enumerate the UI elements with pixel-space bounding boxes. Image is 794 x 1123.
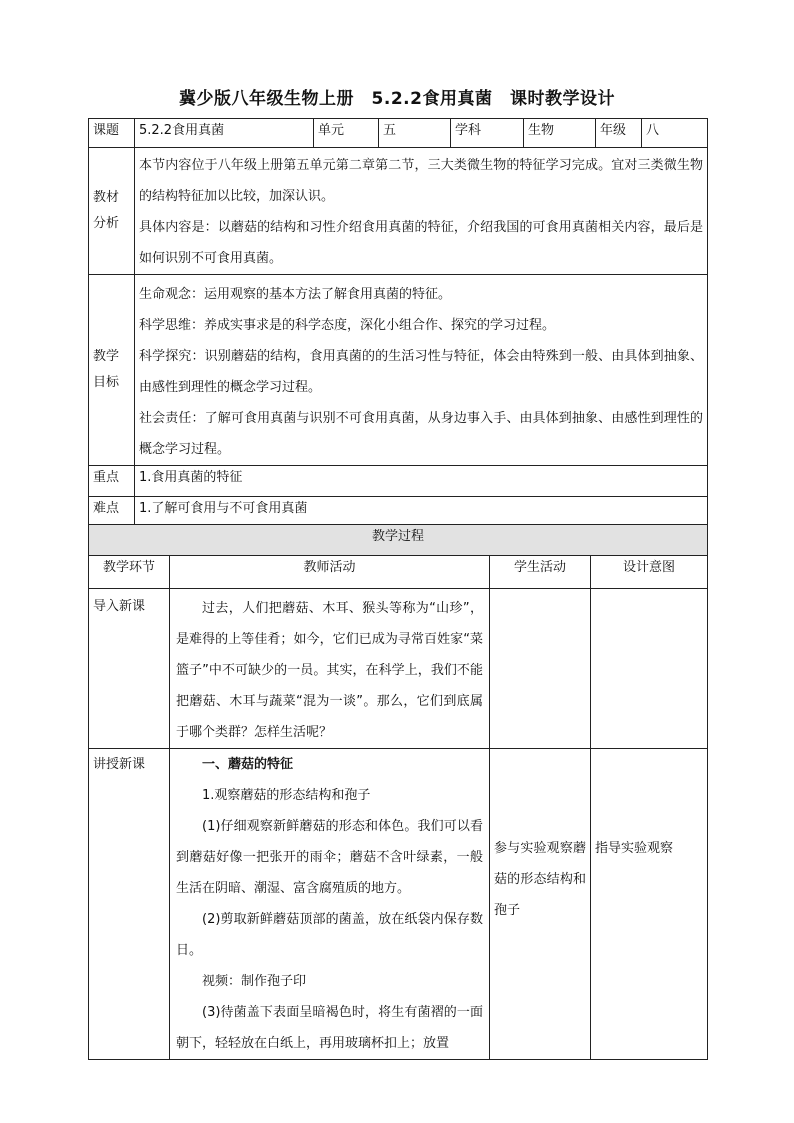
intro-stage: 导入新课	[89, 589, 170, 749]
intro-teacher-text: 过去，人们把蘑菇、木耳、猴头等称为“山珍”，是难得的上等佳肴；如今，它们已成为寻常百姓家“菜篮子”中不可缺少的一员。其实，在科学上，我们不能把蘑菇、木耳与蔬菜“混为一谈”。那么，它们到底属于哪个类群？怎样生活呢？	[176, 601, 483, 740]
lecture-section-heading: 一、蘑菇的特征	[202, 757, 294, 772]
course-info-row	[89, 119, 708, 148]
process-column-headers	[89, 556, 708, 589]
lecture-paragraph: (2)剪取新鲜蘑菇顶部的菌盖，放在纸袋内保存数日。	[176, 912, 483, 958]
column-header-stage: 教学环节	[89, 556, 170, 589]
key-point-label: 重点	[89, 466, 135, 497]
difficult-point-value: 1.了解可食用与不可食用真菌	[135, 497, 708, 528]
course-info-table	[88, 118, 708, 528]
process-heading-row	[89, 525, 708, 556]
analysis-paragraph: 本节内容位于八年级上册第五单元第二章第二节，三大类微生物的特征学习完成。宜对三类微生物的结构特征加以比较，加深认识。	[139, 158, 703, 204]
lecture-stage: 讲授新课	[89, 749, 170, 1060]
objective-paragraph: 科学思维：养成实事求是的科学态度，深化小组合作、探究的学习过程。	[139, 318, 556, 333]
lecture-intent-text: 指导实验观察	[595, 841, 674, 856]
analysis-label: 教材分析	[89, 148, 135, 275]
process-heading: 教学过程	[89, 525, 708, 556]
grade-label: 年级	[596, 119, 642, 148]
key-point-value: 1.食用真菌的特征	[135, 466, 708, 497]
objectives-content	[135, 275, 708, 466]
difficult-point-label: 难点	[89, 497, 135, 528]
lecture-paragraph: (1)仔细观察新鲜蘑菇的形态和体色。我们可以看到蘑菇好像一把张开的雨伞；蘑菇不含叶绿素，一般生活在阴暗、潮湿、富含腐殖质的地方。	[176, 819, 483, 896]
key-point-row	[89, 466, 708, 497]
lecture-teacher-activity	[170, 749, 490, 1060]
intro-design-intent	[591, 589, 708, 749]
intro-student-activity	[490, 589, 591, 749]
subject-label: 学科	[451, 119, 524, 148]
analysis-paragraph: 具体内容是：以蘑菇的结构和习性介绍食用真菌的特征，介绍我国的可食用真菌相关内容，最后是如何识别不可食用真菌。	[139, 220, 703, 266]
page-title: 冀少版八年级生物上册 5.2.2食用真菌 课时教学设计	[179, 89, 615, 109]
topic-value: 5.2.2食用真菌	[135, 119, 314, 148]
objectives-label: 教学目标	[89, 275, 135, 466]
unit-value: 五	[379, 119, 451, 148]
unit-label: 单元	[314, 119, 379, 148]
lecture-paragraph: (3)待菌盖下表面呈暗褐色时，将生有菌褶的一面朝下，轻轻放在白纸上，再用玻璃杯扣上；放置	[176, 1005, 483, 1051]
topic-label: 课题	[89, 119, 135, 148]
objective-paragraph: 科学探究：识别蘑菇的结构，食用真菌的的生活习性与特征，体会由特殊到一般、由具体到抽象、由感性到理性的概念学习过程。	[139, 349, 703, 395]
analysis-content	[135, 148, 708, 275]
intro-row	[89, 589, 708, 749]
difficult-point-row	[89, 497, 708, 528]
teaching-process-table	[88, 524, 708, 1060]
column-header-teacher: 教师活动	[170, 556, 490, 589]
lecture-student-text: 参与实验观察蘑菇的形态结构和孢子	[494, 841, 586, 918]
lecture-student-activity	[490, 749, 591, 1060]
lecture-paragraph: 视频：制作孢子印	[202, 974, 307, 989]
subject-value: 生物	[524, 119, 596, 148]
intro-teacher-activity	[170, 589, 490, 749]
analysis-row	[89, 148, 708, 275]
lecture-design-intent	[591, 749, 708, 1060]
column-header-student: 学生活动	[490, 556, 591, 589]
lecture-paragraph: 1.观察蘑菇的形态结构和孢子	[202, 788, 371, 803]
lecture-row	[89, 749, 708, 1060]
objectives-row	[89, 275, 708, 466]
objective-paragraph: 生命观念：运用观察的基本方法了解食用真菌的特征。	[139, 287, 452, 302]
column-header-intent: 设计意图	[591, 556, 708, 589]
grade-value: 八	[642, 119, 708, 148]
objective-paragraph: 社会责任：了解可食用真菌与识别不可食用真菌，从身边事入手、由具体到抽象、由感性到理性的概念学习过程。	[139, 411, 703, 457]
